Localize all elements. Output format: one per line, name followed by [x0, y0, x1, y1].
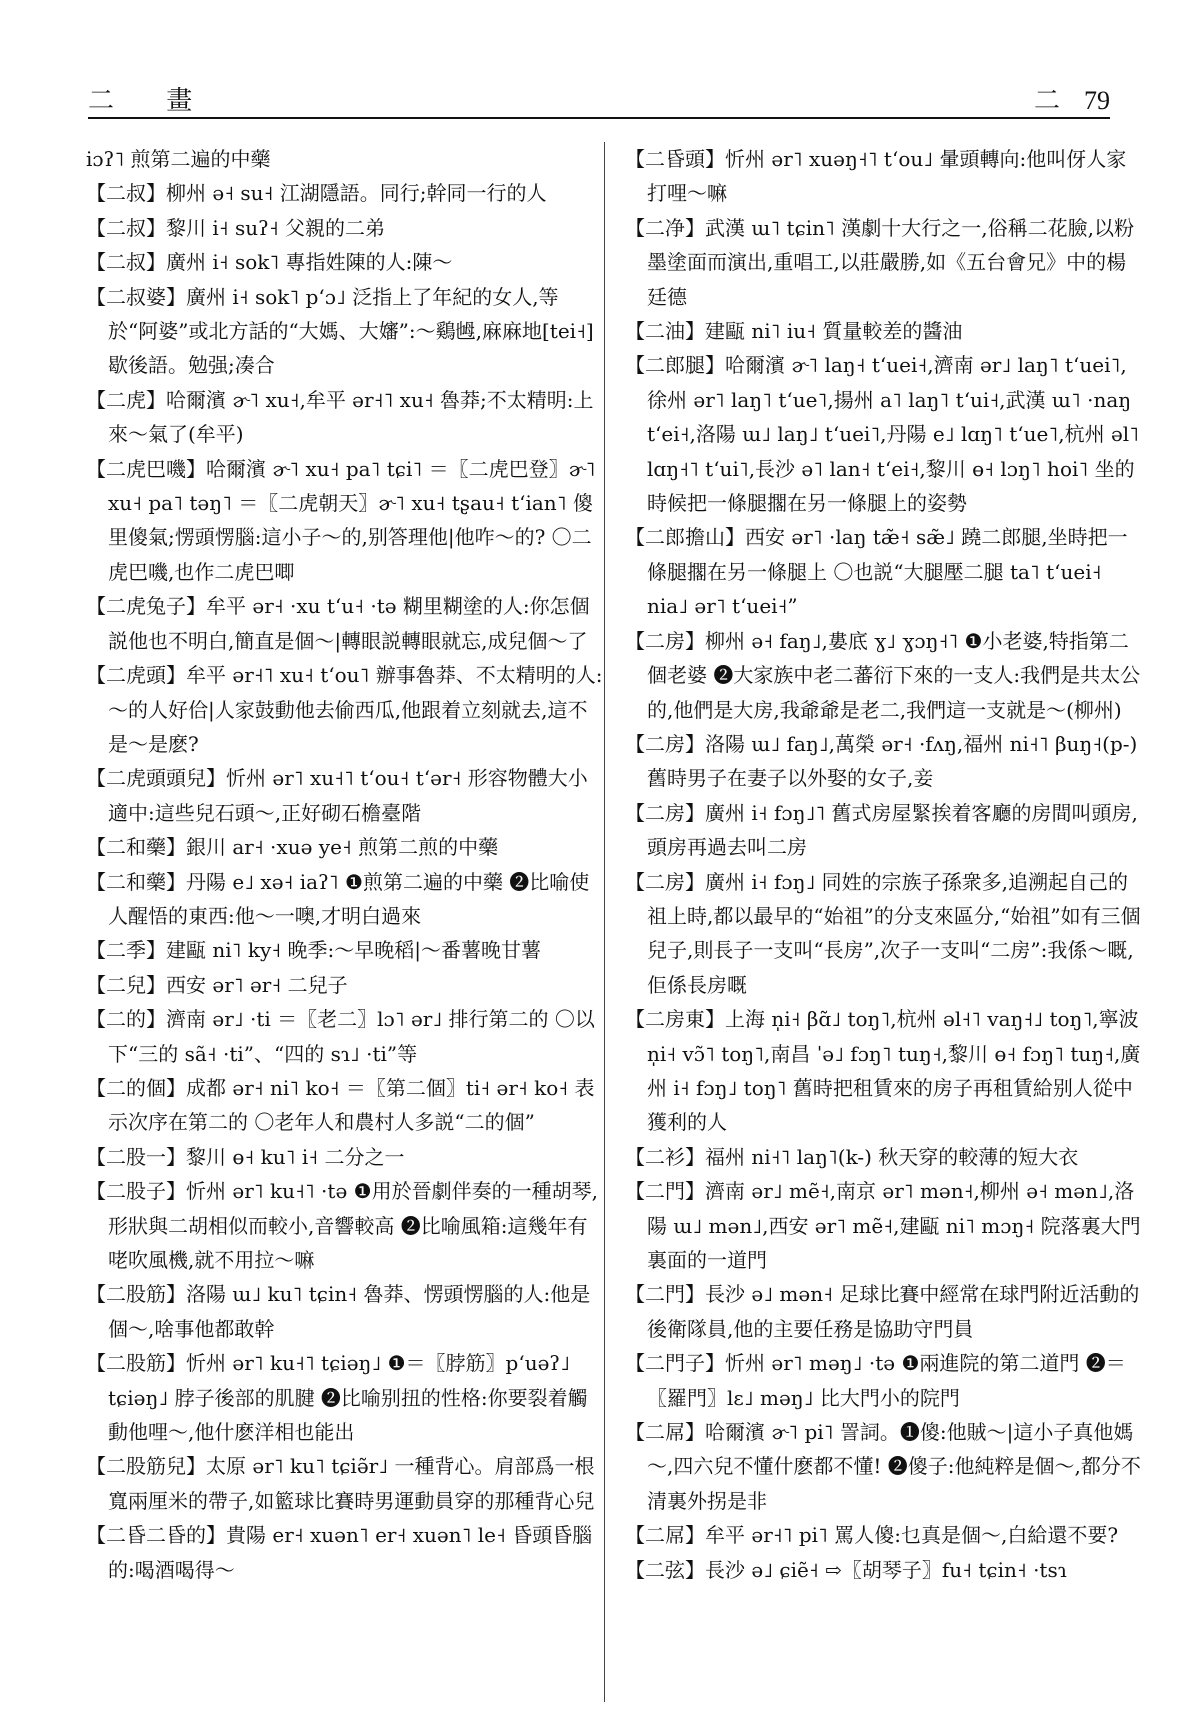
dictionary-entry: 【二房東】上海 n̩i˧ βɑ̃˩ toŋ˥,杭州 əl˧˥ vaŋ˧˩ toŋ˥,寧波 n̩i˧ vɔ̃˥ toŋ˥,南昌 ˈə˩ fɔŋ˥ tuŋ˧,黎川 ɵ˧ fɔŋ˥ tuŋ˧,廣州 i˧ fɔŋ˩ toŋ˥ 舊時把租賃來的房子再租賃給别人從中獲利的人 [625, 1007, 1141, 1135]
dictionary-entry: 【二昏二昏的】貴陽 er˧ xuən˥ er˧ xuən˥ le˧ 昏頭昏腦的:喝酒喝得～ [86, 1523, 593, 1582]
running-head-left: 二 畫 [88, 86, 215, 116]
dictionary-entry: 【二門】長沙 ə˩ mən˧ 足球比賽中經常在球門附近活動的後衛隊員,他的主要任務是協助守門員 [625, 1282, 1140, 1341]
page-number: 79 [1084, 86, 1110, 115]
running-head-right [1034, 80, 1110, 117]
dictionary-entry: 【二兒】西安 ər˥ ər˧ 二兒子 [86, 972, 348, 997]
running-head-char: 二 [1033, 86, 1060, 116]
dictionary-entry: 【二和藥】銀川 ar˧ ·xuə ye˧ 煎第二煎的中藥 [86, 835, 499, 860]
dictionary-entry: 【二虎頭】牟平 ər˧˥ xu˧ tʻou˥ 辦事魯莽、不太精明的人:～的人好佮|人家鼓動他去偷西瓜,他跟着立刻就去,這不是～是麽? [86, 663, 603, 756]
dictionary-entry: 【二房】廣州 i˧ fɔŋ˩ 同姓的宗族子孫衆多,追溯起自己的祖上時,都以最早的“始祖”的分支來區分,“始祖”如有三個兒子,則長子一支叫“長房”,次子一支叫“二房”:我係～嘅,佢係長房嘅 [625, 869, 1141, 997]
dictionary-entry: 【二郎擔山】西安 ər˥ ·laŋ tæ̃˧ sæ̃˩ 蹺二郎腿,坐時把一條腿擱在另一條腿上 〇也説“大腿壓二腿 ta˥ tʻuei˧ nia˩ ər˥ tʻuei˧” [625, 525, 1128, 619]
dictionary-entry: 【二房】洛陽 ɯ˩ faŋ˩,萬榮 ər˧ ·fʌŋ,福州 ni˧˥ βuŋ˧(p-) 舊時男子在妻子以外娶的女子,妾 [625, 731, 1138, 791]
page-header [88, 80, 1110, 120]
dictionary-entry: 【二股子】忻州 ər˥ ku˧˥ ·tə ❶用於晉劇伴奏的一種胡琴,形狀與二胡相似而較小,音響較高 ❷比喻風箱:這幾年有咾吹風機,就不用拉～嘛 [86, 1179, 598, 1272]
dictionary-entry: 【二虎兔子】牟平 ər˧ ·xu tʻu˧ ·tə 糊里糊塗的人:你怎個説他也不明白,簡直是個～|轉眼説轉眼就忘,成兒個～了 [86, 594, 590, 653]
dictionary-entry: 【二房】柳州 ə˧ faŋ˩,婁底 ɣ˩ ɣɔŋ˧˥ ❶小老婆,特指第二個老婆 ❷大家族中老二蕃衍下來的一支人:我們是共太公的,他們是大房,我爺爺是老二,我們這一支就是～(柳州) [625, 628, 1141, 722]
right-column [625, 142, 1145, 1702]
dictionary-entry: 【二門子】忻州 ər˥ məŋ˩ ·tə ❶兩進院的第二道門 ❷＝〖羅門〗lɛ˩ məŋ˩ 比大門小的院門 [625, 1351, 1126, 1410]
dictionary-entry: 【二的】濟南 ər˩ ·ti ＝〖老二〗lɔ˥ ər˩ 排行第二的 〇以下“三的 sã˧ ·ti”、“四的 sɿ˩ ·ti”等 [86, 1007, 595, 1066]
header-rule [88, 117, 1110, 119]
dictionary-entry: iɔʔ˥ 煎第二遍的中藥 [86, 147, 271, 171]
dictionary-entry: 【二虎頭頭兒】忻州 ər˥ xu˧˥ tʻou˧ tʻər˧ 形容物體大小適中:這些兒石頭～,正好砌石檐臺階 [86, 766, 588, 825]
dictionary-entry: 【二弦】長沙 ə˩ ɕiẽ˧ ⇨〖胡琴子〗fu˧ tɕin˧ ·tsɿ [625, 1557, 1067, 1582]
column-divider [604, 142, 605, 1702]
dictionary-entry: 【二郎腿】哈爾濱 ɚ˥ laŋ˧ tʻuei˧,濟南 ər˩ laŋ˥ tʻuei˥,徐州 ər˥ laŋ˥ tʻue˥,揚州 a˥ laŋ˥ tʻui˧,武漢 ɯ˥ ·naŋ tʻei˧,洛陽 ɯ˩ laŋ˩ tʻuei˥,丹陽 e˩ lɑŋ˥ tʻue˥,杭州 əl˥ lɑŋ˧˥ tʻui˥,長沙 ə˥ lan˧ tʻei˧,黎川 ɵ˧ lɔŋ˥ hoi˥ 坐的時候把一條腿擱在另一條腿上的姿勢 [625, 353, 1140, 516]
dictionary-entry: 【二昏頭】忻州 ər˥ xuəŋ˧˥ tʻou˩ 暈頭轉向:他叫伢人家打哩～嘛 [625, 147, 1127, 206]
dictionary-entry: 【二門】濟南 ər˩ mẽ˧,南京 ər˥ mən˧,柳州 ə˧ mən˩,洛陽 ɯ˩ mən˩,西安 ər˥ mẽ˧,建甌 ni˥ mɔŋ˧ 院落裏大門裏面的一道門 [625, 1179, 1141, 1272]
dictionary-entry: 【二房】廣州 i˧ fɔŋ˩˥ 舊式房屋緊挨着客廳的房間叫頭房,頭房再過去叫二房 [625, 800, 1138, 860]
dictionary-entry: 【二衫】福州 ni˧˥ laŋ˥(k-) 秋天穿的較薄的短大衣 [625, 1144, 1079, 1169]
dictionary-entry: 【二叔】廣州 i˧ sok˥ 專指姓陳的人:陳～ [86, 250, 453, 275]
dictionary-entry: 【二虎】哈爾濱 ɚ˥ xu˧,牟平 ər˧˥ xu˧ 魯莽;不太精明:上來～氣了(牟平) [86, 387, 594, 447]
left-column [86, 142, 606, 1702]
dictionary-entry: 【二股一】黎川 ɵ˧ ku˥ i˧ 二分之一 [86, 1144, 405, 1169]
dictionary-entry: 【二股筋】忻州 ər˥ ku˧˥ tɕiəŋ˩ ❶＝〖脖筋〗pʻuəʔ˩ tɕiəŋ˩ 脖子後部的肌腱 ❷比喻别扭的性格:你要裂着觸動他哩～,他什麽洋相也能出 [86, 1351, 588, 1445]
dictionary-entry: 【二叔婆】廣州 i˧ sok˥ pʻɔ˩ 泛指上了年紀的女人,等於“阿婆”或北方話的“大媽、大嬸”:～鷄乸,麻麻地[tei˧]歇後語。勉强;凑合 [86, 284, 594, 378]
dictionary-entry: 【二油】建甌 ni˥ iu˧ 質量較差的醬油 [625, 319, 963, 344]
dictionary-entry: 【二股筋兒】太原 ər˥ ku˥ tɕiə̃r˩ 一種背心。肩部爲一根寬兩厘米的帶子,如籃球比賽時男運動員穿的那種背心兒 [86, 1454, 595, 1513]
dictionary-entry: 【二股筋】洛陽 ɯ˩ ku˥ tɕin˧ 魯莽、愣頭愣腦的人:他是個～,啥事他都敢幹 [86, 1282, 591, 1341]
dictionary-entry: 【二季】建甌 ni˥ ky˧ 晚季:～早晚稻|～番薯晚甘薯 [86, 938, 541, 963]
dictionary-entry: 【二屌】哈爾濱 ɚ˥ pi˥ 詈詞。❶傻:他賊～|這小子真他媽～,四六兒不懂什麽都不懂! ❷傻子:他純粹是個～,都分不清裏外拐是非 [625, 1420, 1141, 1513]
dictionary-entry: 【二叔】柳州 ə˧ su˧ 江湖隱語。同行;幹同一行的人 [86, 181, 547, 206]
dictionary-entry: 【二的個】成都 ər˧ ni˥ ko˧ ＝〖第二個〗ti˧ ər˧ ko˧ 表示次序在第二的 〇老年人和農村人多説“二的個” [86, 1075, 595, 1135]
dictionary-entry: 【二和藥】丹陽 e˩ xə˧ iaʔ˥ ❶煎第二遍的中藥 ❷比喻使人醒悟的東西:他～一噢,才明白過來 [86, 869, 590, 928]
dictionary-entry: 【二屌】牟平 ər˧˥ pi˥ 罵人傻:乜真是個～,白給還不要? [625, 1523, 1119, 1548]
dictionary-entry: 【二净】武漢 ɯ˥ tɕin˥ 漢劇十大行之一,俗稱二花臉,以粉墨塗面而演出,重唱工,以莊嚴勝,如《五台會兄》中的楊廷德 [625, 215, 1134, 309]
dictionary-entry: 【二叔】黎川 i˧ suʔ˧ 父親的二弟 [86, 215, 386, 240]
dictionary-entry: 【二虎巴嘰】哈爾濱 ɚ˥ xu˧ pa˥ tɕi˥ ＝〖二虎巴登〗ɚ˥ xu˧ pa˥ təŋ˥ ＝〖二虎朝天〗ɚ˥ xu˧ tʂau˧ tʻian˥ 傻里傻氣;愣頭愣腦:這小子～的,别答理他|他咋～的? 〇二虎巴嘰,也作二虎巴唧 [86, 456, 596, 584]
